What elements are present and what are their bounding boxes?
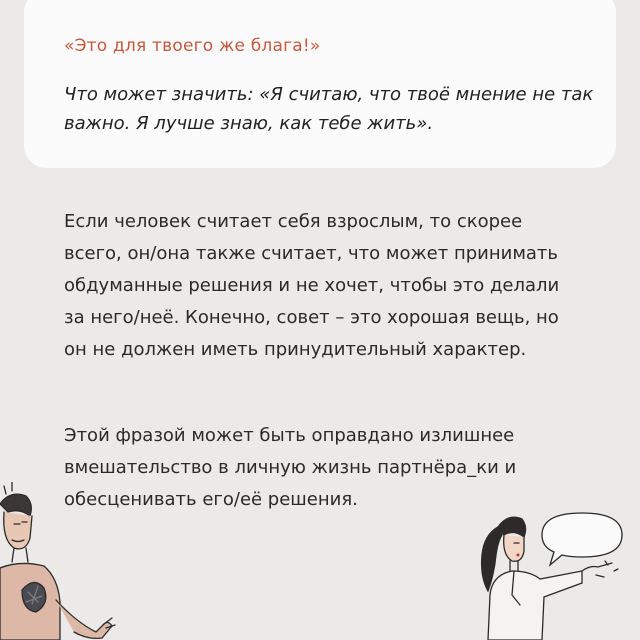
quote-body: Что может значить: «Я считаю, что твоё мнение не так важно. Я лучше знаю, как тебе жить». (64, 84, 594, 134)
hurt-man-illustration (0, 482, 150, 640)
pointing-woman-illustration (458, 505, 640, 640)
paragraph-2: Этой фразой может быть оправдано излишнее вмешательство в личную жизнь партнёра_ки и обесценивать его/её решения. (64, 425, 517, 510)
quote-title: «Это для твоего же блага!» (64, 36, 321, 56)
paragraph-1: Если человек считает себя взрослым, то скорее всего, он/она также считает, что может принимать обдуманные решения и не хочет, чтобы это делали за него/неё. Конечно, совет – это хорошая вещь, но он не должен иметь принудительный характер. (64, 211, 560, 360)
